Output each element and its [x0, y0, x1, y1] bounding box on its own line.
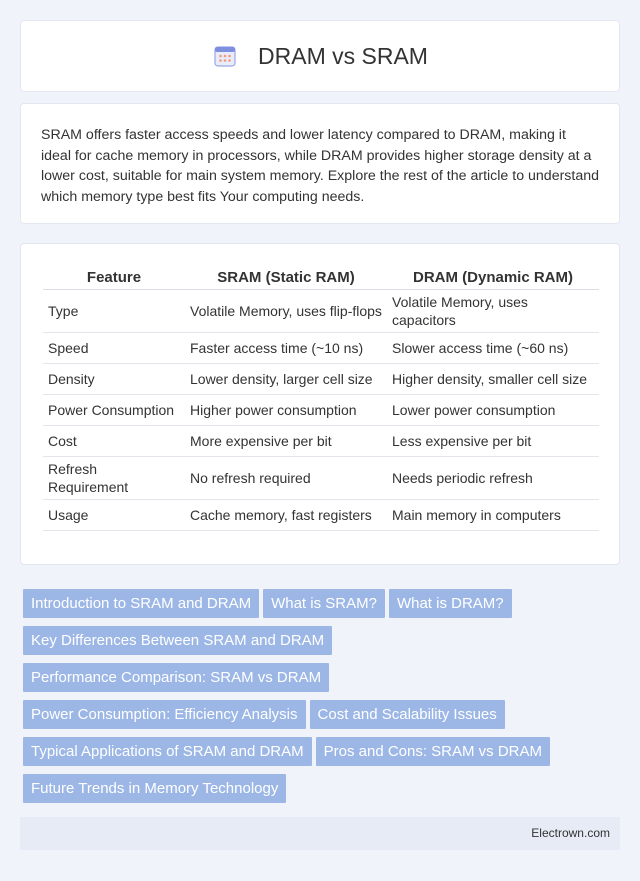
- table-cell-feature: Density: [43, 364, 185, 395]
- table-cell-dram: Higher density, smaller cell size: [387, 364, 599, 395]
- table-row: [43, 500, 599, 531]
- comparison-table-card: [20, 243, 620, 565]
- topic-link-typical-applications[interactable]: Typical Applications of SRAM and DRAM: [23, 737, 312, 766]
- page-title: DRAM vs SRAM: [258, 42, 428, 69]
- table-cell-sram: More expensive per bit: [185, 426, 387, 457]
- topic-link-performance-comparison[interactable]: Performance Comparison: SRAM vs DRAM: [23, 663, 329, 692]
- footer: [20, 817, 620, 850]
- column-header-sram: SRAM (Static RAM): [185, 263, 387, 290]
- topic-links: [23, 589, 620, 811]
- intro-paragraph: SRAM offers faster access speeds and lower latency compared to DRAM, making it ideal for cache memory in processors, while DRAM provides higher storage density at a lower cost, suitable for main system memory. Explore the rest of the article to understand which memory type best fits Your computing needs.: [41, 127, 600, 205]
- table-header-row: [43, 263, 599, 290]
- table-cell-dram: Main memory in computers: [387, 500, 599, 531]
- table-row: [43, 426, 599, 457]
- topic-link-what-is-dram[interactable]: What is DRAM?: [389, 589, 512, 618]
- table-cell-sram: Cache memory, fast registers: [185, 500, 387, 531]
- topic-link-cost-scalability[interactable]: Cost and Scalability Issues: [310, 700, 505, 729]
- comparison-table: [43, 263, 599, 531]
- topic-link-future-trends[interactable]: Future Trends in Memory Technology: [23, 774, 286, 803]
- topic-link-key-differences[interactable]: Key Differences Between SRAM and DRAM: [23, 626, 332, 655]
- table-cell-dram: Slower access time (~60 ns): [387, 333, 599, 364]
- table-cell-sram: Faster access time (~10 ns): [185, 333, 387, 364]
- table-row: [43, 290, 599, 333]
- footer-site-name: Electrown.com: [531, 826, 610, 840]
- table-row: [43, 364, 599, 395]
- table-cell-feature: Speed: [43, 333, 185, 364]
- table-cell-dram: Lower power consumption: [387, 395, 599, 426]
- table-cell-dram: Less expensive per bit: [387, 426, 599, 457]
- intro-card: [20, 103, 620, 224]
- topic-link-what-is-sram[interactable]: What is SRAM?: [263, 589, 385, 618]
- table-row: [43, 395, 599, 426]
- title-card: [20, 20, 620, 92]
- table-cell-sram: No refresh required: [185, 457, 387, 500]
- table-cell-sram: Volatile Memory, uses flip-flops: [185, 290, 387, 333]
- topic-link-power-consumption[interactable]: Power Consumption: Efficiency Analysis: [23, 700, 306, 729]
- column-header-feature: Feature: [43, 263, 185, 290]
- table-row: [43, 333, 599, 364]
- table-cell-sram: Lower density, larger cell size: [185, 364, 387, 395]
- table-cell-dram: Needs periodic refresh: [387, 457, 599, 500]
- table-cell-dram: Volatile Memory, uses capacitors: [387, 290, 599, 333]
- table-cell-feature: Refresh Requirement: [43, 457, 185, 500]
- table-cell-feature: Power Consumption: [43, 395, 185, 426]
- topic-link-pros-cons[interactable]: Pros and Cons: SRAM vs DRAM: [316, 737, 550, 766]
- topic-link-introduction[interactable]: Introduction to SRAM and DRAM: [23, 589, 259, 618]
- table-cell-feature: Type: [43, 290, 185, 333]
- table-cell-feature: Usage: [43, 500, 185, 531]
- column-header-dram: DRAM (Dynamic RAM): [387, 263, 599, 290]
- table-cell-sram: Higher power consumption: [185, 395, 387, 426]
- table-cell-feature: Cost: [43, 426, 185, 457]
- table-row: [43, 457, 599, 500]
- calendar-grid-icon: [212, 43, 238, 69]
